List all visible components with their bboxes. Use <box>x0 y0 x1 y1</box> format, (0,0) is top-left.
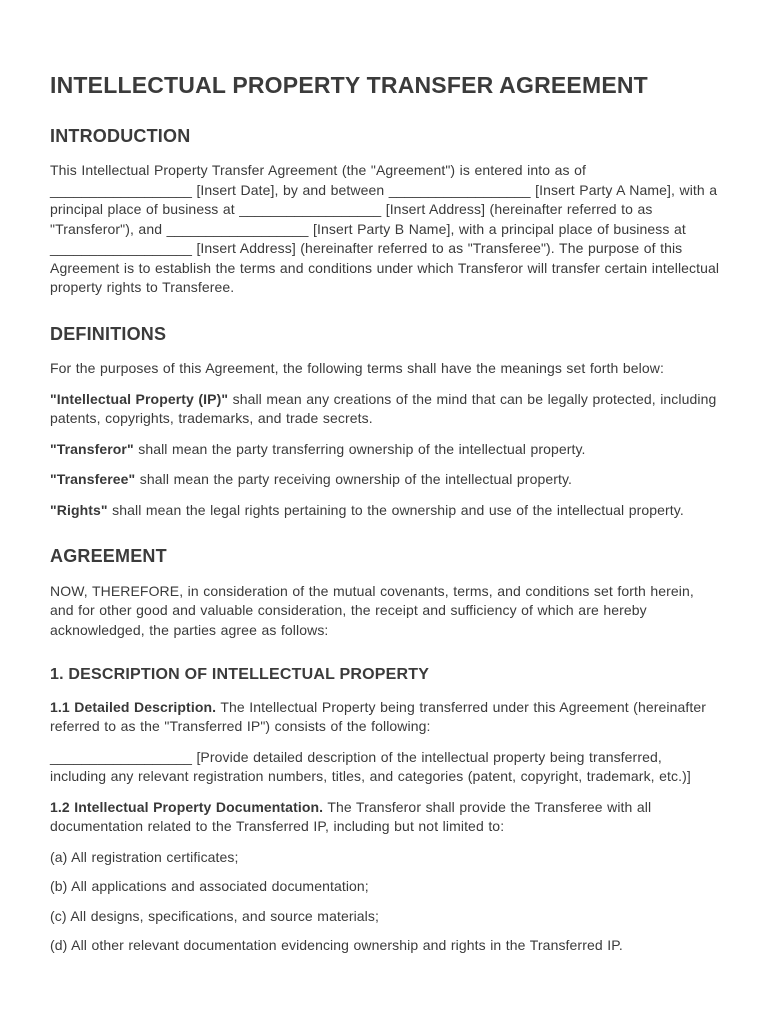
ip-description-blank-paragraph: __________________ [Provide detailed description of the intellectual property being transferred, including any relevant registration numbers, titles, and categories (patent, copyright, trademark, etc.)] <box>50 748 691 785</box>
definition-term-transferee: "Transferee" <box>50 471 136 488</box>
definition-term-rights: "Rights" <box>50 501 108 518</box>
documentation-list-item-a: (a) All registration certificates; <box>50 848 239 865</box>
definitions-lead-paragraph: For the purposes of this Agreement, the following terms shall have the meanings set forth below: <box>50 360 664 377</box>
definition-transferor <box>50 440 720 460</box>
heading-section-1-description-of-ip: 1. DESCRIPTION OF INTELLECTUAL PROPERTY <box>50 666 430 684</box>
heading-definitions: DEFINITIONS <box>50 323 167 344</box>
clause-1-2-label: 1.2 Intellectual Property Documentation. <box>50 798 324 815</box>
definition-text-transferor: shall mean the party transferring ownership of the intellectual property. <box>133 440 586 457</box>
definition-text-rights: shall mean the legal rights pertaining to the ownership and use of the intellectual property. <box>107 501 684 518</box>
definition-term-transferor: "Transferor" <box>50 440 134 457</box>
heading-introduction: INTRODUCTION <box>50 125 191 146</box>
documentation-list-item-c: (c) All designs, specifications, and source materials; <box>50 907 379 924</box>
definition-intellectual-property <box>50 390 720 429</box>
documentation-list-item-d: (d) All other relevant documentation evidencing ownership and rights in the Transferred IP. <box>50 937 623 954</box>
clause-1-1-text: The Intellectual Property being transferred under this Agreement (hereinafter referred to as the "Transferred IP") consists of the following: <box>50 698 706 735</box>
heading-agreement: AGREEMENT <box>50 546 167 567</box>
definition-text-transferee: shall mean the party receiving ownership of the intellectual property. <box>135 471 573 488</box>
clause-1-2-ip-documentation <box>50 798 720 837</box>
clause-1-2-text: The Transferor shall provide the Transferee with all documentation related to the Transferred IP, including but not limited to: <box>50 798 652 835</box>
clause-1-1-detailed-description <box>50 698 720 737</box>
introduction-paragraph: This Intellectual Property Transfer Agreement (the "Agreement") is entered into as of __________________ [Insert Date], by and between __________________ [Insert Party A Name], with a principal place of business at __________________ [Insert Address] (hereinafter referred to as "Transferor"), and __________________ [Insert Party B Name], with a principal place of business at __________________ [Insert Address] (hereinafter referred to as "Transferee"). The purpose of this Agreement is to establish the terms and conditions under which Transferor will transfer certain intellectual property rights to Transferee. <box>50 162 720 296</box>
definition-transferee <box>50 470 720 490</box>
definition-rights <box>50 501 720 521</box>
agreement-recitals-paragraph: NOW, THEREFORE, in consideration of the mutual covenants, terms, and conditions set forth herein, and for other good and valuable consideration, the receipt and sufficiency of which are hereby acknowledged, the parties agree as follows: <box>50 582 694 638</box>
clause-1-1-label: 1.1 Detailed Description. <box>50 698 217 715</box>
definition-term-intellectual-property: "Intellectual Property (IP)" <box>50 390 229 407</box>
documentation-list-item-b: (b) All applications and associated documentation; <box>50 878 369 895</box>
definition-text-intellectual-property: shall mean any creations of the mind that can be legally protected, including patents, copyrights, trademarks, and trade secrets. <box>50 390 717 427</box>
document-title: INTELLECTUAL PROPERTY TRANSFER AGREEMENT <box>50 72 648 98</box>
